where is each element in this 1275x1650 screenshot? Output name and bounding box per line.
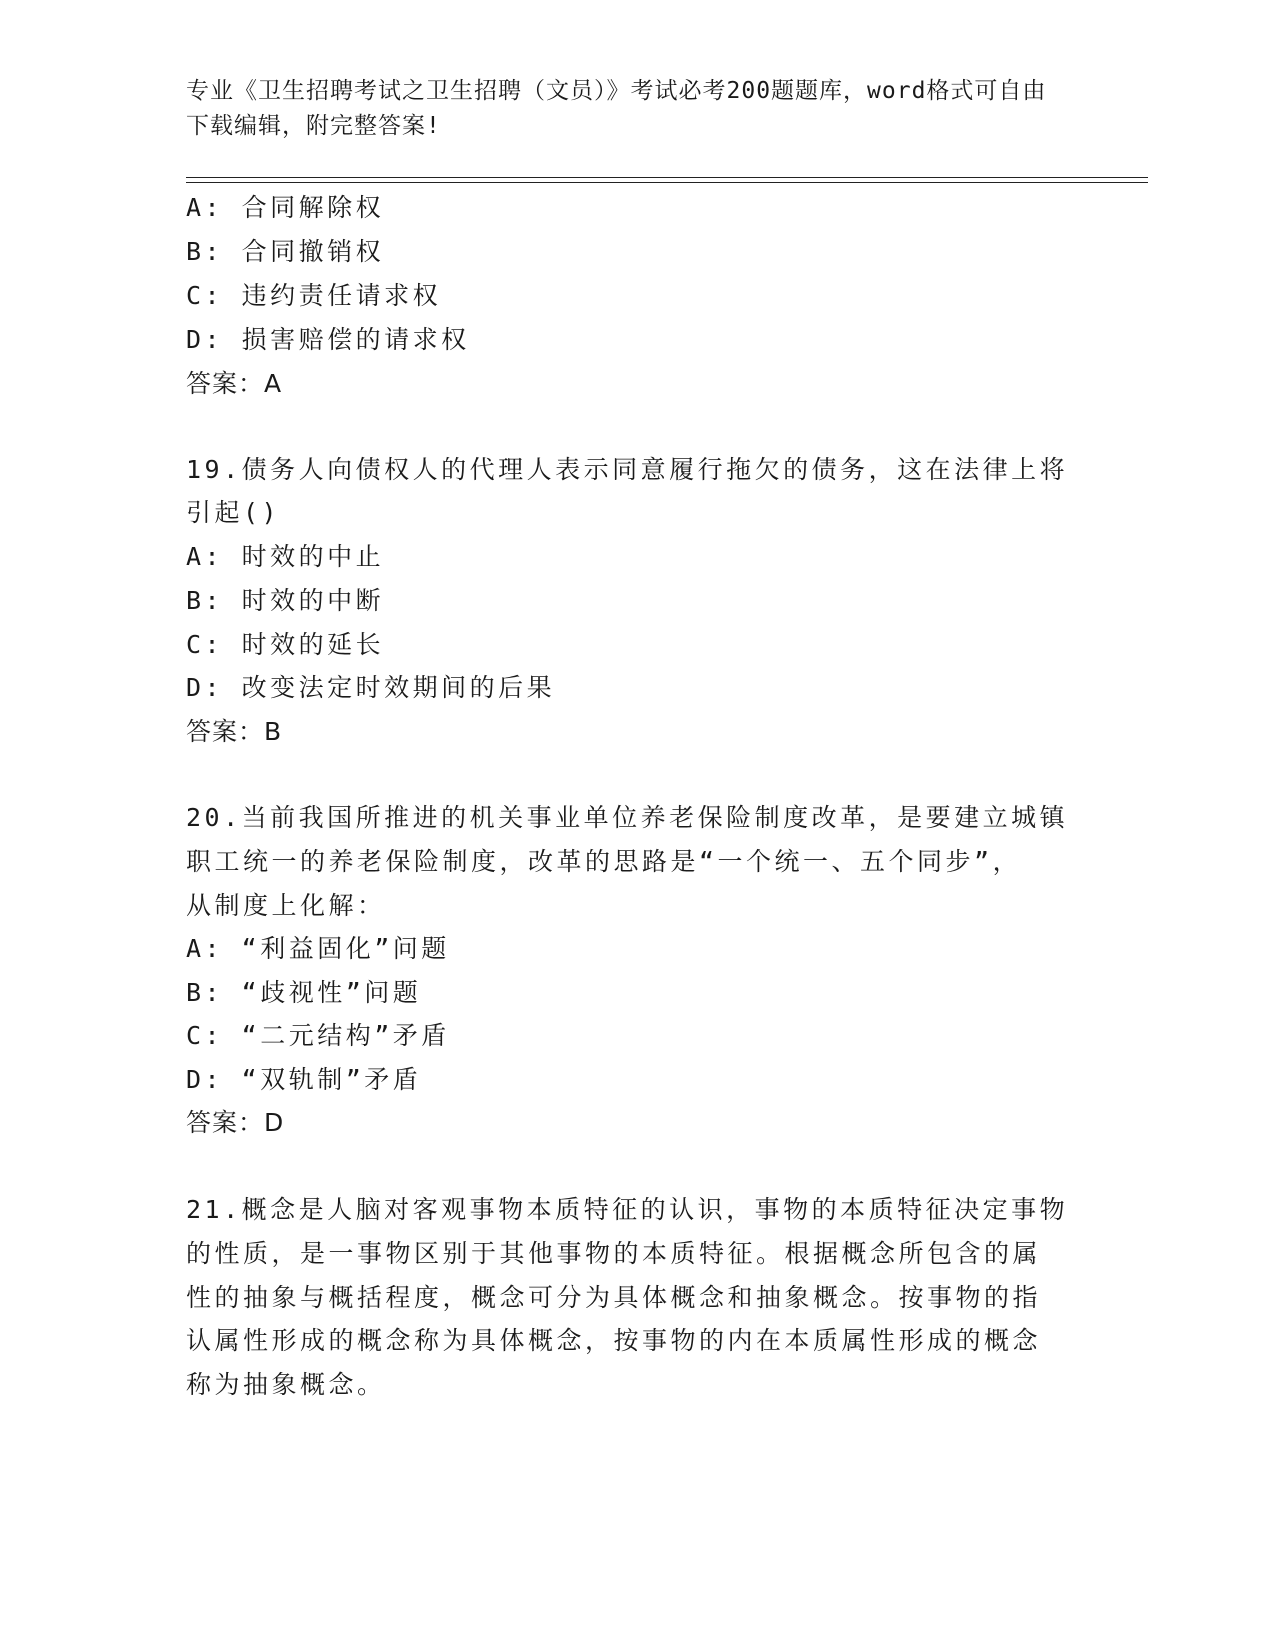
header-rule-bottom — [186, 182, 1148, 183]
q18-answer: 答案：A — [186, 369, 283, 398]
q20-option-b: B: “歧视性”问题 — [186, 978, 422, 1007]
document-header: 专业《卫生招聘考试之卫生招聘（文员）》考试必考200题题库，word格式可自由下载编辑，附完整答案! — [186, 78, 1047, 139]
q21-stem-line-1: 21.概念是人脑对客观事物本质特征的认识，事物的本质特征决定事物 — [186, 1195, 1069, 1224]
q21-stem-line-5: 称为抽象概念。 — [186, 1370, 386, 1399]
q18-option-d: D: 损害赔偿的请求权 — [186, 325, 470, 354]
q20-option-c: C: “二元结构”矛盾 — [186, 1021, 450, 1050]
q19-stem-line-2: 引起() — [186, 498, 281, 527]
q20-stem-line-3: 从制度上化解： — [186, 891, 386, 920]
q18-option-c: C: 违约责任请求权 — [186, 281, 442, 310]
q18-option-b: B: 合同撤销权 — [186, 237, 385, 266]
q20-stem-line-1: 20.当前我国所推进的机关事业单位养老保险制度改革，是要建立城镇 — [186, 803, 1069, 832]
q18-option-a: A: 合同解除权 — [186, 193, 385, 222]
q20-answer: 答案：D — [186, 1108, 285, 1137]
q21-stem-line-2: 的性质，是一事物区别于其他事物的本质特征。根据概念所包含的属 — [186, 1239, 1042, 1268]
q20-option-a: A: “利益固化”问题 — [186, 934, 450, 963]
q21-stem-line-4: 认属性形成的概念称为具体概念，按事物的内在本质属性形成的概念 — [186, 1326, 1042, 1355]
q19-option-c: C: 时效的延长 — [186, 630, 385, 659]
q20-option-d: D: “双轨制”矛盾 — [186, 1065, 422, 1094]
q19-option-a: A: 时效的中止 — [186, 542, 385, 571]
q21-stem-line-3: 性的抽象与概括程度，概念可分为具体概念和抽象概念。按事物的指 — [186, 1283, 1042, 1312]
q19-option-b: B: 时效的中断 — [186, 586, 385, 615]
q20-stem-line-2: 职工统一的养老保险制度，改革的思路是“一个统一、五个同步”， — [186, 847, 1022, 876]
header-rule-top — [186, 177, 1148, 178]
q19-answer: 答案：B — [186, 717, 283, 746]
q19-stem-line-1: 19.债务人向债权人的代理人表示同意履行拖欠的债务，这在法律上将 — [186, 455, 1069, 484]
q19-option-d: D: 改变法定时效期间的后果 — [186, 673, 556, 702]
